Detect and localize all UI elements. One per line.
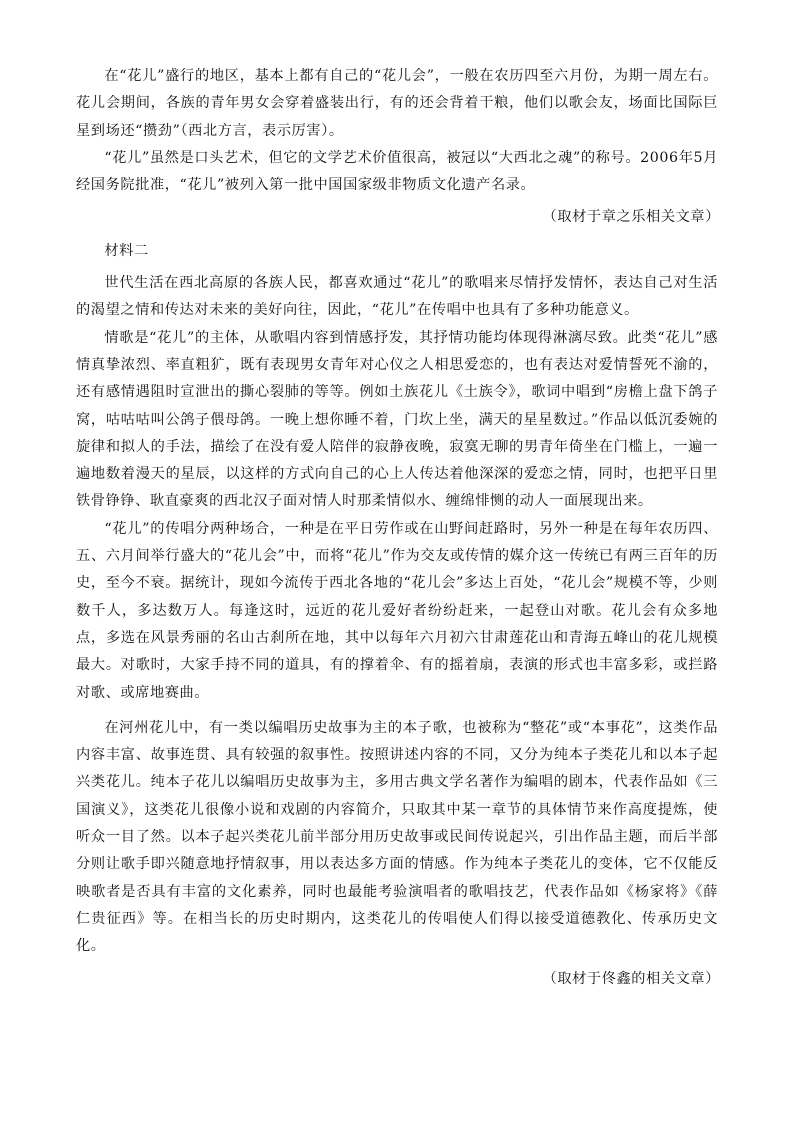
section-heading-material-two: 材料二 <box>104 242 149 259</box>
source-citation-1: （取材于章之乐相关文章） <box>542 209 720 226</box>
source-citation-2: （取材于佟鑫的相关文章） <box>542 970 720 987</box>
paragraph-occasions: “花儿”的传唱分两种场合，一种是在平日劳作或在山野间赶路时，另外一种是在每年农历四、五、六月间举行盛大的“花儿会”中，而将“花儿”作为交友或传情的媒介这一传统已有两三百年的历史，至今不衰。据统计，现如今流传于西北各地的“花儿会”多达上百处，“花儿会”规模不等，少则数千人，多达数万人。每逢这时，远近的花儿爱好者纷纷赶来，一起登山对歌。花儿会有众多地点，多选在风景秀丽的名山古刹所在地，其中以每年六月初六甘肃莲花山和青海五峰山的花儿规模最大。对歌时，大家手持不同的道具，有的撑着伞、有的摇着扇，表演的形式也丰富多彩，或拦路对歌、或席地赛曲。 <box>76 520 718 701</box>
paragraph-love-songs: 情歌是“花儿”的主体，从歌唱内容到情感抒发，其抒情功能均体现得淋漓尽致。此类“花儿”感情真挚浓烈、率直粗犷，既有表现男女青年对心仪之人相思爱恋的，也有表达对爱情誓死不渝的，还有感情遇阻时宣泄出的撕心裂肺的等等。例如土族花儿《土族令》，歌词中唱到“房檐上盘下鸽子窝，咕咕咕叫公鸽子偎母鸽。一晚上想你睡不着，门坎上坐，满天的星星数过。”作品以低沉委婉的旋律和拟人的手法，描绘了在没有爱人陪伴的寂静夜晚，寂寞无聊的男青年倚坐在门槛上，一遍一遍地数着漫天的星辰，以这样的方式向自己的心上人传达着他深深的爱恋之情，同时，也把平日里铁骨铮铮、耿直豪爽的西北汉子面对情人时那柔情似水、缠绵悱恻的动人一面展现出来。 <box>76 329 718 510</box>
paragraph-hezhou-huaer: 在河州花儿中，有一类以编唱历史故事为主的本子歌，也被称为“整花”或“本事花”，这类作品内容丰富、故事连贯、具有较强的叙事性。按照讲述内容的不同，又分为纯本子类花儿和以本子起兴类花儿。纯本子花儿以编唱历史故事为主，多用古典文学名著作为编唱的剧本，代表作品如《三国演义》，这类花儿很像小说和戏剧的内容简介，只取其中某一章节的具体情节来作高度提炼，使听众一目了然。以本子起兴类花儿前半部分用历史故事或民间传说起兴，引出作品主题，而后半部分则让歌手即兴随意地抒情叙事，用以表达多方面的情感。作为纯本子类花儿的变体，它不仅能反映歌者是否具有丰富的文化素养，同时也最能考验演唱者的歌唱技艺，代表作品如《杨家将》《薛仁贵征西》等。在相当长的历史时期内，这类花儿的传唱使人们得以接受道德教化、传承历史文化。 <box>76 719 718 955</box>
paragraph-literary-value: “花儿”虽然是口头艺术，但它的文学艺术价值很高，被冠以“大西北之魂”的称号。2006年5月经国务院批准，“花儿”被列入第一批中国国家级非物质文化遗产名录。 <box>76 149 718 194</box>
paragraph-flower-festival: 在“花儿”盛行的地区，基本上都有自己的“花儿会”，一般在农历四至六月份，为期一周左右。花儿会期间，各族的青年男女会穿着盛装出行，有的还会背着干粮，他们以歌会友，场面比国际巨星到场还“攒劲”（西北方言，表示厉害）。 <box>76 68 718 139</box>
paragraph-functions: 世代生活在西北高原的各族人民，都喜欢通过“花儿”的歌唱来尽情抒发情怀，表达自己对生活的渴望之情和传达对未来的美好向往，因此，“花儿”在传唱中也具有了多种功能意义。 <box>76 275 718 319</box>
